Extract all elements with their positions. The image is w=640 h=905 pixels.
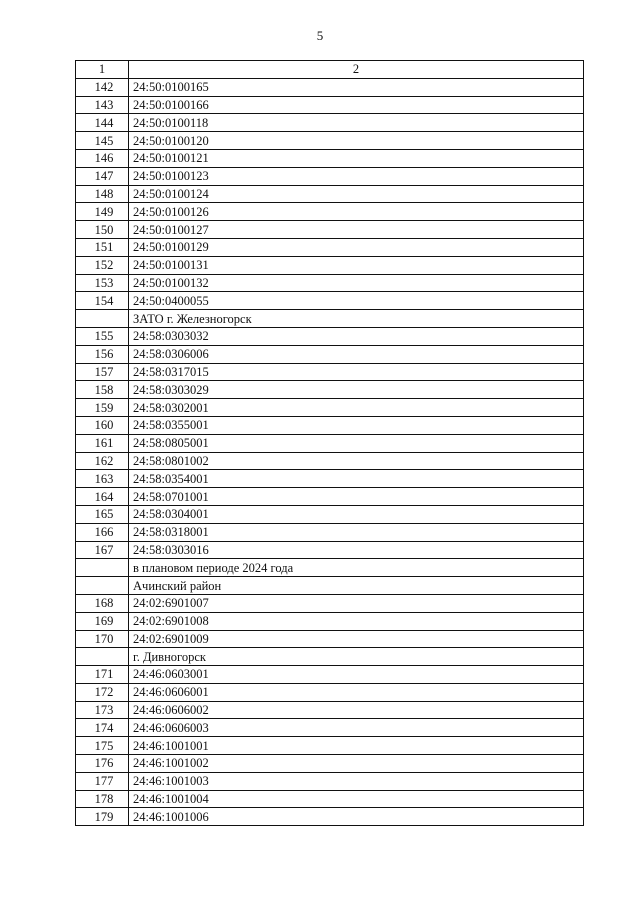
cadastral-number-cell: 24:50:0100123 (129, 167, 584, 185)
table-row (76, 523, 584, 541)
row-number-cell: 156 (76, 345, 129, 363)
table-row (76, 488, 584, 506)
section-heading-cell: Ачинский район (129, 577, 584, 595)
page-number: 5 (316, 28, 324, 43)
row-number-cell: 177 (76, 772, 129, 790)
cadastral-number-cell: 24:58:0303029 (129, 381, 584, 399)
cadastral-number-cell: 24:58:0317015 (129, 363, 584, 381)
table-row (76, 345, 584, 363)
row-number-cell: 162 (76, 452, 129, 470)
table-row (76, 683, 584, 701)
table-header-row (76, 61, 584, 79)
table-row (76, 808, 584, 826)
cadastral-number-cell: 24:50:0100166 (129, 96, 584, 114)
cadastral-number-cell: 24:50:0100129 (129, 238, 584, 256)
table-row (76, 274, 584, 292)
section-heading-cell: ЗАТО г. Железногорск (129, 310, 584, 328)
cadastral-number-cell: 24:50:0100127 (129, 221, 584, 239)
table-row (76, 256, 584, 274)
table-row (76, 238, 584, 256)
table-row (76, 470, 584, 488)
row-number-cell: 143 (76, 96, 129, 114)
cadastral-number-cell: 24:46:1001001 (129, 737, 584, 755)
cadastral-number-cell: 24:50:0100120 (129, 132, 584, 150)
row-number-cell: 166 (76, 523, 129, 541)
table-row (76, 612, 584, 630)
row-number-cell: 176 (76, 755, 129, 773)
section-heading-row (76, 310, 584, 328)
cadastral-number-cell: 24:58:0303032 (129, 327, 584, 345)
table-row (76, 381, 584, 399)
row-number-cell: 160 (76, 416, 129, 434)
cadastral-number-cell: 24:58:0302001 (129, 399, 584, 417)
table-row (76, 203, 584, 221)
table-row (76, 452, 584, 470)
cadastral-number-cell: 24:46:1001003 (129, 772, 584, 790)
cadastral-number-cell: 24:50:0100131 (129, 256, 584, 274)
cadastral-number-cell: 24:58:0304001 (129, 505, 584, 523)
column-header-number: 1 (76, 61, 129, 79)
cadastral-number-cell: 24:58:0318001 (129, 523, 584, 541)
table-row (76, 327, 584, 345)
row-number-cell: 144 (76, 114, 129, 132)
cadastral-number-cell: 24:50:0100165 (129, 78, 584, 96)
cadastral-number-cell: 24:50:0400055 (129, 292, 584, 310)
row-number-cell: 161 (76, 434, 129, 452)
row-number-cell: 169 (76, 612, 129, 630)
cadastral-number-cell: 24:46:0606003 (129, 719, 584, 737)
table-row (76, 149, 584, 167)
row-number-cell (76, 310, 129, 328)
cadastral-number-cell: 24:58:0303016 (129, 541, 584, 559)
table-row (76, 719, 584, 737)
table-row (76, 167, 584, 185)
table-row (76, 363, 584, 381)
row-number-cell: 178 (76, 790, 129, 808)
cadastral-number-cell: 24:46:0606001 (129, 683, 584, 701)
table-row (76, 737, 584, 755)
row-number-cell: 155 (76, 327, 129, 345)
row-number-cell: 152 (76, 256, 129, 274)
row-number-cell: 163 (76, 470, 129, 488)
cadastral-number-cell: 24:50:0100126 (129, 203, 584, 221)
cadastral-number-cell: 24:50:0100124 (129, 185, 584, 203)
row-number-cell: 175 (76, 737, 129, 755)
cadastral-number-cell: 24:46:1001002 (129, 755, 584, 773)
table-body (76, 78, 584, 825)
table-row (76, 594, 584, 612)
row-number-cell: 165 (76, 505, 129, 523)
cadastral-number-cell: 24:50:0100121 (129, 149, 584, 167)
table-row (76, 630, 584, 648)
row-number-cell: 153 (76, 274, 129, 292)
cadastral-number-cell: 24:58:0701001 (129, 488, 584, 506)
row-number-cell: 158 (76, 381, 129, 399)
row-number-cell: 164 (76, 488, 129, 506)
row-number-cell: 173 (76, 701, 129, 719)
section-heading-row (76, 648, 584, 666)
row-number-cell: 147 (76, 167, 129, 185)
section-heading-row (76, 577, 584, 595)
table-row (76, 541, 584, 559)
cadastral-number-cell: 24:58:0805001 (129, 434, 584, 452)
row-number-cell: 170 (76, 630, 129, 648)
table-row (76, 185, 584, 203)
cadastral-number-cell: 24:58:0306006 (129, 345, 584, 363)
cadastral-number-cell: 24:58:0355001 (129, 416, 584, 434)
row-number-cell: 174 (76, 719, 129, 737)
table-row (76, 78, 584, 96)
table-row (76, 132, 584, 150)
cadastral-number-cell: 24:50:0100132 (129, 274, 584, 292)
table-row (76, 772, 584, 790)
row-number-cell: 145 (76, 132, 129, 150)
row-number-cell: 159 (76, 399, 129, 417)
row-number-cell: 157 (76, 363, 129, 381)
section-heading-cell: г. Дивногорск (129, 648, 584, 666)
table-row (76, 292, 584, 310)
row-number-cell: 142 (76, 78, 129, 96)
row-number-cell (76, 559, 129, 577)
cadastral-number-cell: 24:02:6901008 (129, 612, 584, 630)
cadastral-number-cell: 24:02:6901007 (129, 594, 584, 612)
cadastral-number-cell: 24:50:0100118 (129, 114, 584, 132)
row-number-cell: 171 (76, 666, 129, 684)
table-row (76, 666, 584, 684)
table-row (76, 416, 584, 434)
table-row (76, 790, 584, 808)
table-row (76, 505, 584, 523)
row-number-cell (76, 648, 129, 666)
cadastral-number-cell: 24:46:0603001 (129, 666, 584, 684)
cadastral-number-cell: 24:46:0606002 (129, 701, 584, 719)
row-number-cell: 154 (76, 292, 129, 310)
row-number-cell: 172 (76, 683, 129, 701)
row-number-cell: 150 (76, 221, 129, 239)
table-row (76, 96, 584, 114)
cadastral-number-cell: 24:46:1001006 (129, 808, 584, 826)
cadastral-number-cell: 24:58:0801002 (129, 452, 584, 470)
section-heading-row (76, 559, 584, 577)
column-header-quarter: 2 (129, 61, 584, 79)
table-row (76, 434, 584, 452)
row-number-cell: 148 (76, 185, 129, 203)
table-row (76, 221, 584, 239)
row-number-cell: 168 (76, 594, 129, 612)
table-row (76, 399, 584, 417)
row-number-cell (76, 577, 129, 595)
cadastral-table (75, 60, 584, 826)
section-heading-cell: в плановом периоде 2024 года (129, 559, 584, 577)
cadastral-number-cell: 24:58:0354001 (129, 470, 584, 488)
row-number-cell: 167 (76, 541, 129, 559)
row-number-cell: 179 (76, 808, 129, 826)
table-row (76, 114, 584, 132)
table-row (76, 701, 584, 719)
row-number-cell: 146 (76, 149, 129, 167)
row-number-cell: 149 (76, 203, 129, 221)
cadastral-number-cell: 24:46:1001004 (129, 790, 584, 808)
cadastral-number-cell: 24:02:6901009 (129, 630, 584, 648)
row-number-cell: 151 (76, 238, 129, 256)
table-row (76, 755, 584, 773)
